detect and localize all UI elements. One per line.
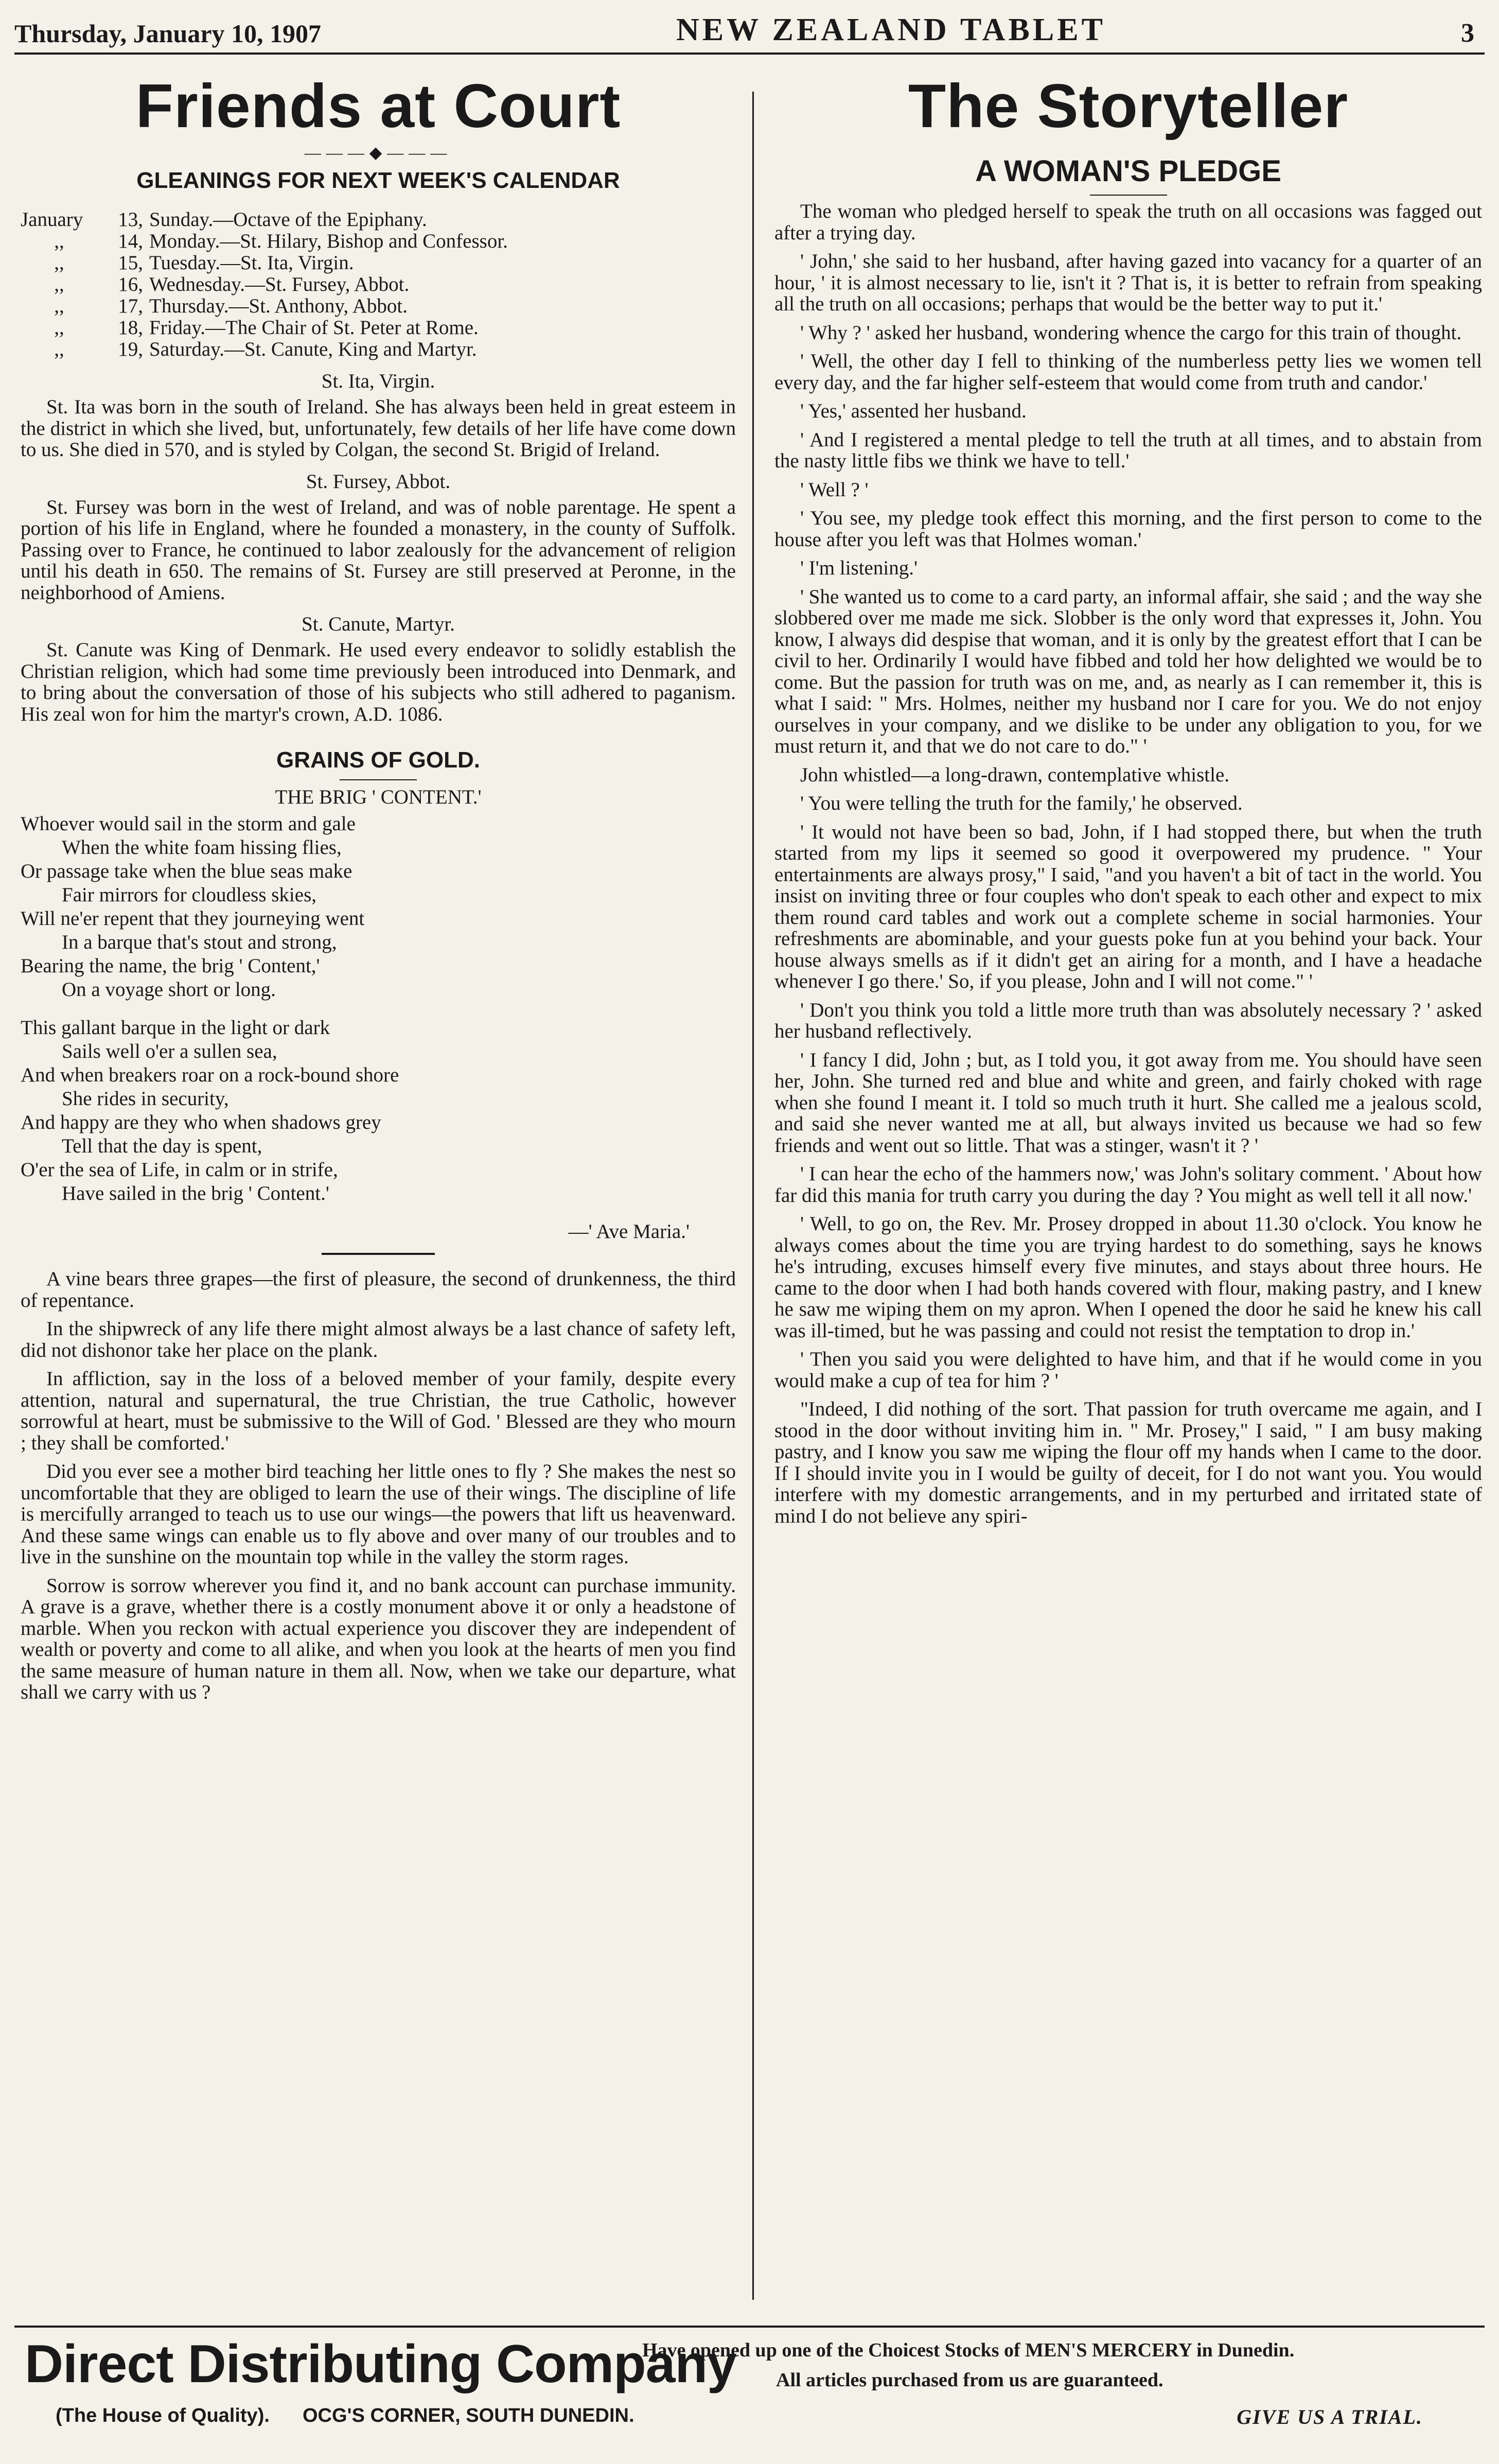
ad-line-2: All articles purchased from us are guaranteed. [776, 2369, 1163, 2391]
paragraph: ' I fancy I did, John ; but, as I told you, it got away from me. You should have seen her, John. She turned red and blue and white and green, and fairly choked with rage when she found I meant it. I told so much truth it hurt. She called me a jealous scold, and said she never wanted me at all, but always invited us because we had so few friends and went out so little. That was a stinger, wasn't it ? ' [774, 1048, 1482, 1157]
calendar-item: January 13, Sunday.—Octave of the Epiphany. [21, 208, 427, 231]
calendar-item: ,, 17, Thursday.—St. Anthony, Abbot. [54, 295, 408, 317]
page-number: 3 [1460, 19, 1474, 48]
saint-heading-ita: St. Ita, Virgin. [321, 370, 435, 392]
paragraph: In affliction, say in the loss of a beloved member of your family, despite every attention, natural and supernatural, the true Christian, the true Catholic, however sorrowful at heart, must be submissive to the Will of God. ' Blessed are they who mourn ; they shall be comforted.' [21, 1368, 736, 1454]
calendar-item: ,, 16, Wednesday.—St. Fursey, Abbot. [54, 273, 410, 295]
ad-address: OCG'S CORNER, SOUTH DUNEDIN. [303, 2405, 634, 2426]
paragraph: In the shipwreck of any life there might almost always be a last chance of safety left, did not dishonor take her place on the plank. [21, 1318, 736, 1361]
paragraph: ' Why ? ' asked her husband, wondering whence the cargo for this train of thought. [800, 321, 1462, 344]
grains-heading: GRAINS OF GOLD. [276, 747, 480, 773]
paragraph: ' Well, the other day I fell to thinking of the numberless petty lies we women tell every day, and the far higher self-esteem that would come from truth and candor.' [774, 350, 1482, 394]
saint-text-canute: St. Canute was King of Denmark. He used every endeavor to solidly establish the Christian religion, which had some time previously been introduced into Denmark, and to bring about the conversation of those of his subjects who still adhered to paganism. His zeal won for him the martyr's crown, A.D. 1086. [21, 639, 736, 725]
ad-company-name: Direct Distributing Company [25, 2334, 736, 2394]
paragraph: "Indeed, I did nothing of the sort. That passion for truth overcame me again, and I stood in the door without inviting him in. " Mr. Prosey," I said, " I am busy making pastry, and I know you saw me wiping the flour off my hands when I came to the door. If I should invite you in I would be guilty of deceit, for I do not want you. You would interfere with my domestic arrangements, and in my perturbed and irritated state of mind I do not believe any spiri- [774, 1398, 1482, 1527]
calendar-item: ,, 15, Tuesday.—St. Ita, Virgin. [54, 252, 354, 274]
paragraph: ' John,' she said to her husband, after having gazed into vacancy for a quarter of an hour, ' it is almost necessary to lie, isn't it ? That is, it is better to refrain from speaking all the truth on all occasions; perhaps that would be the better way to put it.' [774, 250, 1482, 315]
masthead [14, 7, 1485, 55]
calendar-list [21, 209, 736, 360]
paragraph: ' Then you said you were delighted to have him, and that if he would come in you would make a cup of tea for him ? ' [774, 1348, 1482, 1392]
paragraph: ' Don't you think you told a little more truth than was absolutely necessary ? ' asked her husband reflectively. [774, 999, 1482, 1042]
paragraph: ' Yes,' assented her husband. [800, 400, 1027, 422]
poem-attribution: —' Ave Maria.' [568, 1220, 690, 1243]
saint-text-fursey: St. Fursey was born in the west of Ireland, and was of noble parentage. He spent a portion of his life in England, where he founded a monastery, in the county of Suffolk. Passing over to France, he continued to labor zealously for the advancement of religion until his death in 650. The remains of St. Fursey are still preserved at Peronne, in the neighborhood of Amiens. [21, 496, 736, 604]
short-rule [340, 779, 417, 780]
saint-heading-canute: St. Canute, Martyr. [302, 613, 455, 635]
paragraph: ' And I registered a mental pledge to tell the truth at all times, and to abstain from the nasty little fibs we think we have to tell.' [774, 428, 1482, 472]
calendar-heading: GLEANINGS FOR NEXT WEEK'S CALENDAR [136, 168, 620, 193]
saint-text-ita: St. Ita was born in the south of Ireland. She has always been held in great esteem in the district in which she lived, but, unfortunately, few details of her life have come down to us. She died in 570, and is styled by Colgan, the second St. Brigid of Ireland. [21, 396, 736, 461]
poem-stanza-2: This gallant barque in the light or dark Sails well o'er a sullen sea, And when breakers roar on a rock-bound shore She rides in security, And happy are they who when shadows grey Tell that the day is spent, O'er the sea of Life, in calm or in strife, Have sailed in the brig ' Content.' [21, 1017, 399, 1204]
paragraph: ' I can hear the echo of the hammers now,' was John's solitary comment. ' About how far did this mania for truth carry you during the day ? You might as well tell it all now.' [774, 1163, 1482, 1207]
saint-heading-fursey: St. Fursey, Abbot. [306, 470, 451, 493]
left-column [21, 65, 736, 1710]
right-column [774, 65, 1482, 1534]
masthead-title: NEW ZEALAND TABLET [676, 12, 1106, 47]
ad-line-1: Have opened up one of the Choicest Stocks of MEN'S MERCERY in Dunedin. [642, 2339, 1295, 2361]
paragraph: ' I'm listening.' [800, 557, 918, 579]
calendar-item: ,, 18, Friday.—The Chair of St. Peter at Rome. [54, 317, 479, 339]
paragraph: John whistled—a long-drawn, contemplative whistle. [800, 763, 1230, 786]
paragraph: ' Well, to go on, the Rev. Mr. Prosey dropped in about 11.30 o'clock. You know he always comes about the time you are trying hardest to do something, says he knows he's intruding, excuses himself every five minutes, and stays about three hours. He came to the door when I had both hands covered with flour, making pastry, and I knew he saw me wiping them on my apron. When I opened the door he said he knew his call was ill-timed, but he was passing and could not resist the temptation to drop in.' [774, 1213, 1482, 1342]
story-heading: A WOMAN'S PLEDGE [975, 154, 1281, 188]
paragraph: ' She wanted us to come to a card party, an informal affair, she said ; and the way she slobbered over me made me sick. Slobber is the only word that expresses it, John. You know, I always did despise that woman, and it is only by the greatest effort that I can be civil to her. Ordinarily I would have fibbed and told her how delighted we would be to come. But the passion for truth was on me, and, as nearly as I can remember it, this is what I said: " Mrs. Holmes, neither my husband nor I care for you. We do not enjoy ourselves in your company, and we dislike to be under any obligation to you, for we must return it, and that we do not care to do." ' [774, 585, 1482, 757]
paragraph: ' It would not have been so bad, John, if I had stopped there, but when the truth started from my lips it seemed so good it overpowered my prudence. " Your entertainments are always prosy," I said, "and you haven't a bit of tact in the world. You insist on inviting three or four couples who don't speak to each other and expect to mix them round card tables and work out a complete scheme in social harmonies. Your refreshments are abominable, and your guests poke fun at you behind your back. Your house always smells as if it didn't get an airing for a month, and I have a headache whenever I go there.' So, if you please, John and I will not come." ' [774, 820, 1482, 992]
poem-stanza-1: Whoever would sail in the storm and gale When the white foam hissing flies, Or passage take when the blue seas make Fair mirrors for cloudless skies, Will ne'er repent that they journeying went In a barque that's stout and strong, Bearing the name, the brig ' Content,' On a voyage short or long. [21, 813, 365, 1001]
section-title-storyteller: The Storyteller [908, 72, 1349, 141]
poem-title: THE BRIG ' CONTENT.' [275, 786, 482, 808]
paragraph: Did you ever see a mother bird teaching her little ones to fly ? She makes the nest so uncomfortable that they are obliged to learn the use of their wings. The discipline of life is mercifully arranged to teach us to use our wings—the powers that lift us heavenward. And these same wings can enable us to fly above and over many of our troubles and to live in the sunshine on the mountain top while in the valley the storm rages. [21, 1460, 736, 1568]
advertisement [14, 2326, 1485, 2454]
column-divider [752, 92, 754, 2300]
section-title-friends-at-court: Friends at Court [135, 72, 621, 141]
section-separator [322, 1253, 435, 1255]
calendar-item: ,, 14, Monday.—St. Hilary, Bishop and Confessor. [54, 230, 508, 252]
paragraph: A vine bears three grapes—the first of pleasure, the second of drunkenness, the third of repentance. [21, 1268, 736, 1312]
paragraph: The woman who pledged herself to speak the truth on all occasions was fagged out after a trying day. [774, 200, 1482, 244]
paragraph: Sorrow is sorrow wherever you find it, and no bank account can purchase immunity. A grave is a grave, whether there is a costly monument above it or only a headstone of marble. When you reckon with actual experience you discover they are independent of wealth or poverty and come to all alike, and when you look at the hearts of men you find the same measure of human nature in them all. Now, when we take our departure, what shall we carry with us ? [21, 1574, 736, 1703]
paragraph: ' Well ? ' [800, 478, 869, 501]
masthead-date: Thursday, January 10, 1907 [14, 19, 321, 48]
short-rule [1090, 195, 1167, 196]
ad-tagline: (The House of Quality). [56, 2405, 270, 2426]
paragraph: ' You were telling the truth for the family,' he observed. [800, 792, 1243, 814]
paragraph: ' You see, my pledge took effect this morning, and the first person to come to the house after you left was that Holmes woman.' [774, 507, 1482, 551]
ad-line-3: GIVE US A TRIAL. [1237, 2405, 1423, 2428]
ornament-divider: ———◆——— [304, 143, 452, 162]
calendar-item: ,, 19, Saturday.—St. Canute, King and Martyr. [54, 338, 477, 360]
